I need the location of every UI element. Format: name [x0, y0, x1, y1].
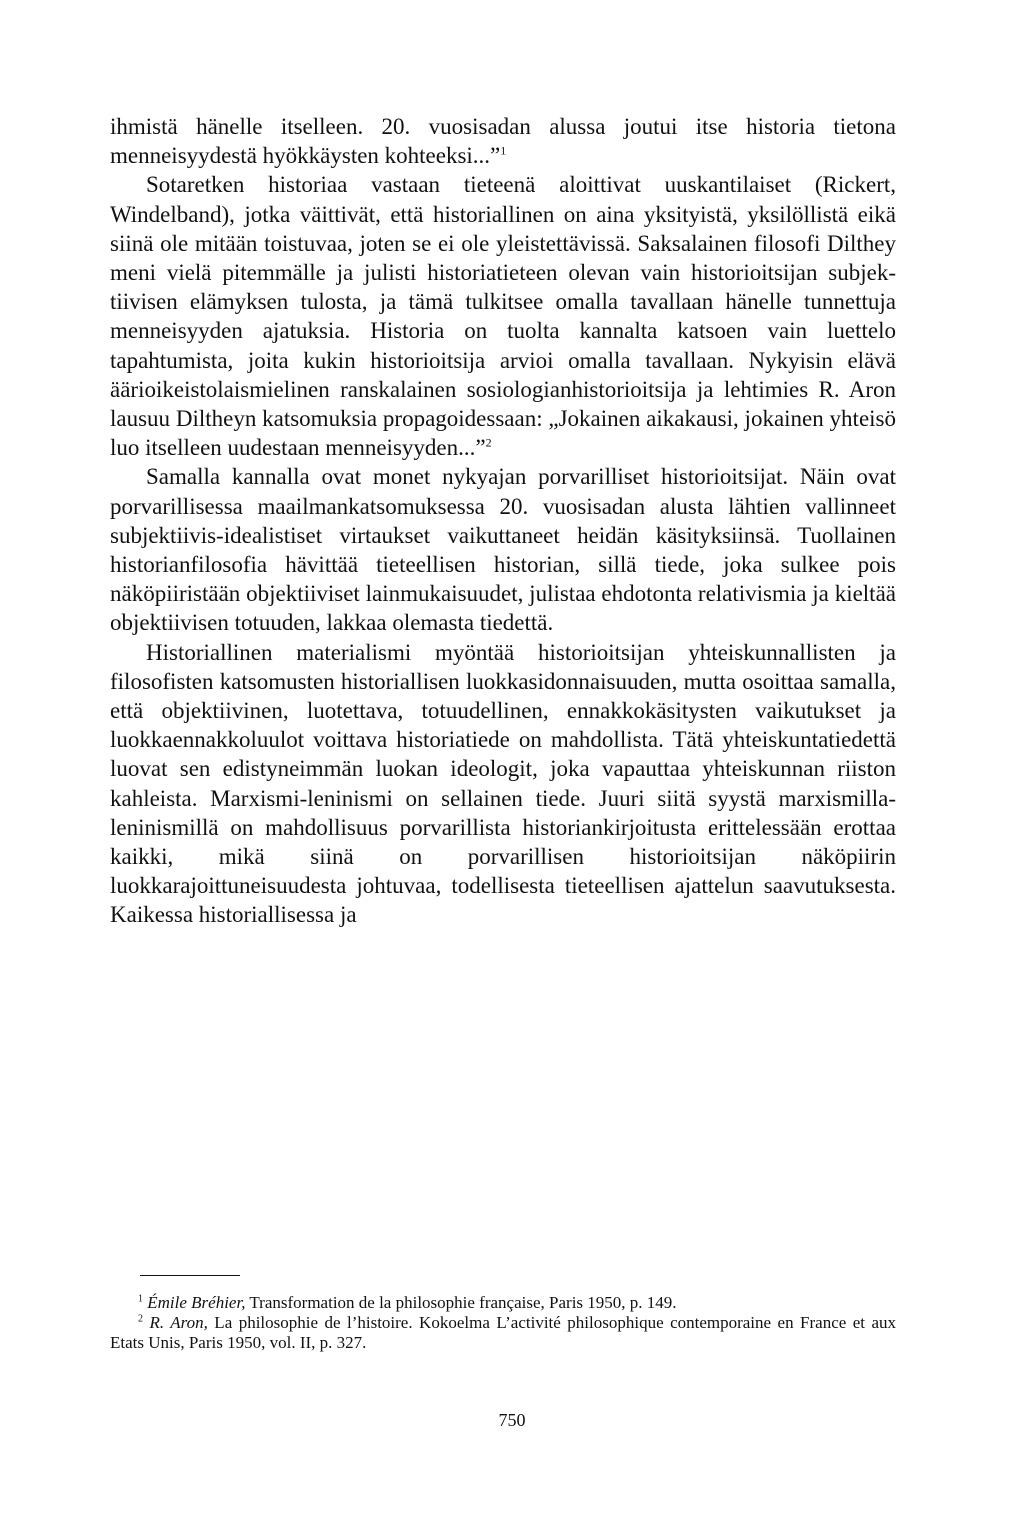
paragraph-text: Samalla kannalla ovat monet nykyajan porvarilliset historioitsijat. Näin ovat porvarillisessa maailmankatsomuksessa 20. vuosisadan alusta lähtien vallinneet subjektiivis-idealistiset virtaukset vaikuttaneet heidän käsityksiinsä. Tuollainen historianfilosofia hävittää tieteellisen historian, sillä tiede, joka sulkee pois näköpiiristään objektiiviset lainmukaisuudet, julistaa ehdotonta relativismia ja kieltää objektiivisen totuuden, lakkaa olemasta tiedettä. [110, 464, 896, 636]
footnotes [110, 1293, 896, 1353]
paragraph [110, 112, 896, 170]
footnote-divider [140, 1275, 240, 1276]
footnote-text: La philosophie de l’histoire. Kokoelma L’activité philosophique contemporaine en France et aux Etats Unis, Paris 1950, vol. II, p. 327. [110, 1313, 896, 1352]
footnote-marker: 2 [138, 1313, 143, 1325]
page-number: 750 [498, 1410, 526, 1430]
footnote [110, 1293, 896, 1313]
paragraph-text: Historiallinen materialismi myöntää historioitsijan yhteiskunnallisten ja filosofisten katsomusten historiallisen luokkasidonnaisuuden, mutta osoittaa samalla, että objektiivinen, luotettava, totuudellinen, ennakkokäsitysten vaikutukset ja luokkaennakkoluulot voittava historiatiede on mahdollista. Tätä yhteiskuntatiedettä luovat sen edistyneimmän luokan ideologit, joka vapauttaa yhteiskunnan riiston kahleista. Marxismi-leninismi on sellainen tiede. Juuri siitä syystä marxismilla-leninismillä on mahdollisuus porvarillista historiankirjoitusta erittelessään erottaa kaikki, mikä siinä on porvarillisen historioitsijan näköpiirin luokkarajoittuneisuudesta johtuvaa, todellisesta tieteellisen ajattelun saavutuksesta. Kaikessa historiallisessa ja [110, 639, 896, 928]
paragraph [110, 462, 896, 637]
footnote-author: R. Aron, [149, 1313, 208, 1332]
paragraph-text: ihmistä hänelle itselleen. 20. vuosisadan alussa joutui itse historia tietona menneisyydestä hyökkäysten kohteeksi...” [110, 114, 896, 169]
paragraph [110, 170, 896, 462]
body-text [110, 112, 896, 930]
footnote-reference[interactable]: 2 [485, 435, 492, 450]
page-body [110, 112, 896, 930]
footnote-text: Transformation de la philosophie française, Paris 1950, p. 149. [245, 1293, 677, 1312]
paragraph-text: Sotaretken historiaa vastaan tieteenä aloittivat uuskantilaiset (Rickert, Windelband), jotka väittivät, että historiallinen on aina yksityistä, yksilöllistä eikä siinä ole mitään toistuvaa, joten se ei ole yleistettävissä. Saksalainen filosofi Dilthey meni vielä pitemmälle ja julisti historiatieteen olevan vain historioitsijan subjektiivisen elämyksen tulosta, ja tämä tulkitsee omalla tavallaan hänelle tunnettuja menneisyyden ajatuksia. Historia on tuolta kannalta katsoen vain luettelo tapahtumista, joita kukin historioitsija arvioi omalla tavallaan. Nykyisin elävä äärioikeistolaismielinen ranskalainen sosiologianhistorioitsija ja lehtimies R. Aron lausuu Diltheyn katsomuksia propagoidessaan: „Jokainen aikakausi, jokainen yhteisö luo itselleen uudestaan menneisyyden...” [110, 172, 896, 461]
footnote-marker: 1 [138, 1293, 143, 1305]
footnote [110, 1313, 896, 1353]
footnote-reference[interactable]: 1 [500, 143, 507, 158]
footnote-author: Émile Bréhier, [147, 1293, 246, 1312]
paragraph [110, 638, 896, 930]
